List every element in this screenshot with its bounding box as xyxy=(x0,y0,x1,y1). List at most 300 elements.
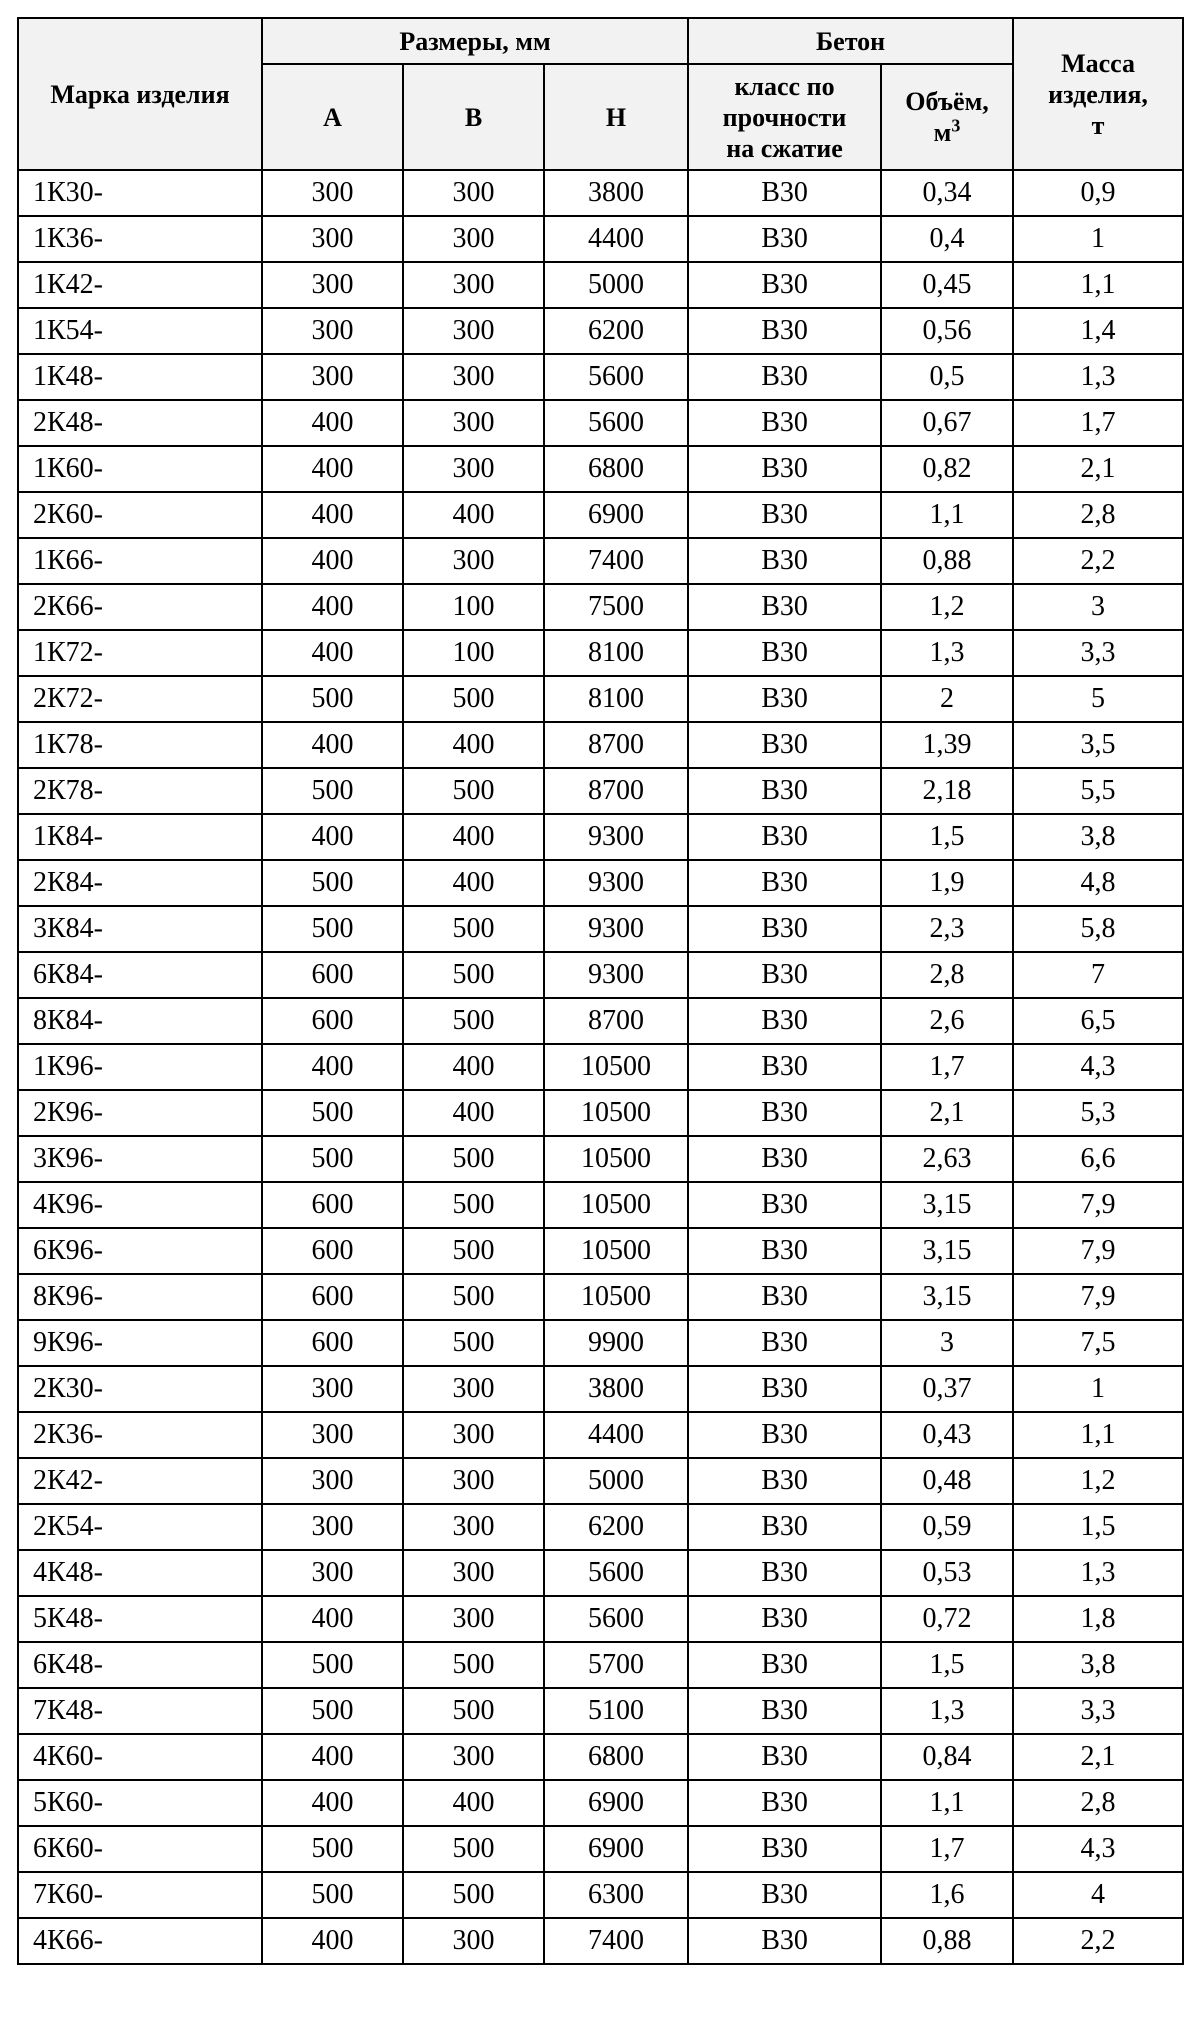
cell-mark: 4К60- xyxy=(18,1734,262,1780)
cell-b: 300 xyxy=(403,1596,544,1642)
table-row xyxy=(18,1780,1183,1826)
cell-b: 300 xyxy=(403,1366,544,1412)
cell-a: 300 xyxy=(262,216,403,262)
cell-strength-class: В30 xyxy=(688,998,881,1044)
cell-volume: 1,6 xyxy=(881,1872,1013,1918)
cell-volume: 1,5 xyxy=(881,1642,1013,1688)
cell-a: 400 xyxy=(262,1596,403,1642)
cell-a: 400 xyxy=(262,1044,403,1090)
header-mark: Марка изделия xyxy=(18,18,262,170)
cell-a: 500 xyxy=(262,1090,403,1136)
cell-a: 500 xyxy=(262,1872,403,1918)
cell-volume: 0,59 xyxy=(881,1504,1013,1550)
cell-mark: 2К72- xyxy=(18,676,262,722)
cell-mark: 1К30- xyxy=(18,170,262,216)
cell-h: 8700 xyxy=(544,998,688,1044)
cell-strength-class: В30 xyxy=(688,1918,881,1964)
cell-strength-class: В30 xyxy=(688,1688,881,1734)
cell-volume: 0,45 xyxy=(881,262,1013,308)
cell-mark: 1К72- xyxy=(18,630,262,676)
cell-volume: 1,9 xyxy=(881,860,1013,906)
header-dimensions: Размеры, мм xyxy=(262,18,688,64)
cell-b: 400 xyxy=(403,860,544,906)
cell-volume: 2,8 xyxy=(881,952,1013,998)
cell-mass: 4,8 xyxy=(1013,860,1183,906)
cell-mass: 6,5 xyxy=(1013,998,1183,1044)
cell-a: 400 xyxy=(262,1918,403,1964)
cell-volume: 0,5 xyxy=(881,354,1013,400)
cell-h: 5600 xyxy=(544,1596,688,1642)
table-row xyxy=(18,814,1183,860)
cell-h: 5000 xyxy=(544,1458,688,1504)
cell-strength-class: В30 xyxy=(688,1872,881,1918)
cell-mark: 2К60- xyxy=(18,492,262,538)
cell-mass: 2,1 xyxy=(1013,1734,1183,1780)
table-row xyxy=(18,1182,1183,1228)
cell-volume: 0,72 xyxy=(881,1596,1013,1642)
cell-a: 400 xyxy=(262,492,403,538)
cell-strength-class: В30 xyxy=(688,1734,881,1780)
cell-mark: 5К48- xyxy=(18,1596,262,1642)
cell-b: 500 xyxy=(403,1642,544,1688)
table-row xyxy=(18,906,1183,952)
cell-mark: 6К96- xyxy=(18,1228,262,1274)
cell-strength-class: В30 xyxy=(688,906,881,952)
cell-mass: 7,9 xyxy=(1013,1182,1183,1228)
cell-mass: 4 xyxy=(1013,1872,1183,1918)
cell-h: 5600 xyxy=(544,1550,688,1596)
cell-mark: 2К48- xyxy=(18,400,262,446)
cell-mark: 3К96- xyxy=(18,1136,262,1182)
cell-volume: 0,37 xyxy=(881,1366,1013,1412)
cell-b: 300 xyxy=(403,1918,544,1964)
cell-h: 6900 xyxy=(544,1780,688,1826)
cell-h: 10500 xyxy=(544,1090,688,1136)
cell-strength-class: В30 xyxy=(688,1320,881,1366)
cell-strength-class: В30 xyxy=(688,676,881,722)
cell-h: 8100 xyxy=(544,676,688,722)
spec-sheet xyxy=(17,17,1182,1965)
cell-mass: 1,3 xyxy=(1013,1550,1183,1596)
cell-a: 500 xyxy=(262,1642,403,1688)
cell-volume: 2,18 xyxy=(881,768,1013,814)
cell-b: 500 xyxy=(403,768,544,814)
cell-a: 300 xyxy=(262,1366,403,1412)
cell-strength-class: В30 xyxy=(688,1228,881,1274)
cell-h: 10500 xyxy=(544,1136,688,1182)
cell-strength-class: В30 xyxy=(688,1412,881,1458)
cell-strength-class: В30 xyxy=(688,722,881,768)
cell-b: 300 xyxy=(403,262,544,308)
table-row xyxy=(18,1228,1183,1274)
cell-mass: 2,1 xyxy=(1013,446,1183,492)
cell-strength-class: В30 xyxy=(688,1550,881,1596)
cell-mark: 6К84- xyxy=(18,952,262,998)
cell-volume: 0,67 xyxy=(881,400,1013,446)
cell-b: 500 xyxy=(403,1182,544,1228)
cell-strength-class: В30 xyxy=(688,308,881,354)
cell-a: 300 xyxy=(262,354,403,400)
cell-h: 10500 xyxy=(544,1228,688,1274)
cell-mass: 7 xyxy=(1013,952,1183,998)
cell-a: 300 xyxy=(262,170,403,216)
cell-h: 5700 xyxy=(544,1642,688,1688)
cell-mass: 7,9 xyxy=(1013,1228,1183,1274)
cell-mass: 1 xyxy=(1013,1366,1183,1412)
cell-h: 3800 xyxy=(544,1366,688,1412)
cell-a: 400 xyxy=(262,814,403,860)
cell-a: 500 xyxy=(262,860,403,906)
cell-mark: 2К78- xyxy=(18,768,262,814)
cell-mass: 3,5 xyxy=(1013,722,1183,768)
cell-a: 300 xyxy=(262,1504,403,1550)
cell-strength-class: В30 xyxy=(688,814,881,860)
cell-h: 9300 xyxy=(544,814,688,860)
cell-a: 300 xyxy=(262,1550,403,1596)
cell-mark: 6К60- xyxy=(18,1826,262,1872)
cell-mass: 2,8 xyxy=(1013,492,1183,538)
cell-a: 400 xyxy=(262,1780,403,1826)
cell-h: 4400 xyxy=(544,1412,688,1458)
cell-volume: 2,1 xyxy=(881,1090,1013,1136)
cell-a: 600 xyxy=(262,998,403,1044)
header-col-b: В xyxy=(403,64,544,170)
cell-volume: 3,15 xyxy=(881,1228,1013,1274)
cell-strength-class: В30 xyxy=(688,584,881,630)
cell-mark: 2К42- xyxy=(18,1458,262,1504)
table-row xyxy=(18,1320,1183,1366)
cell-mass: 1,7 xyxy=(1013,400,1183,446)
cell-h: 5000 xyxy=(544,262,688,308)
cell-mark: 2К36- xyxy=(18,1412,262,1458)
cell-a: 400 xyxy=(262,446,403,492)
cell-h: 5100 xyxy=(544,1688,688,1734)
cell-a: 300 xyxy=(262,1458,403,1504)
table-row xyxy=(18,354,1183,400)
cell-volume: 0,82 xyxy=(881,446,1013,492)
cell-mass: 7,9 xyxy=(1013,1274,1183,1320)
cell-a: 600 xyxy=(262,1320,403,1366)
cell-mark: 1К96- xyxy=(18,1044,262,1090)
cell-mark: 1К36- xyxy=(18,216,262,262)
cell-mass: 3,8 xyxy=(1013,1642,1183,1688)
table-row xyxy=(18,446,1183,492)
cell-b: 400 xyxy=(403,1044,544,1090)
cell-mark: 7К48- xyxy=(18,1688,262,1734)
cell-volume: 0,48 xyxy=(881,1458,1013,1504)
cell-strength-class: В30 xyxy=(688,1090,881,1136)
cell-mark: 8К84- xyxy=(18,998,262,1044)
table-row xyxy=(18,1090,1183,1136)
cell-b: 300 xyxy=(403,216,544,262)
cell-h: 9300 xyxy=(544,860,688,906)
cell-strength-class: В30 xyxy=(688,262,881,308)
cell-h: 9300 xyxy=(544,952,688,998)
table-row xyxy=(18,1688,1183,1734)
cell-a: 400 xyxy=(262,584,403,630)
cell-mark: 5К60- xyxy=(18,1780,262,1826)
table-row xyxy=(18,630,1183,676)
cell-mark: 1К42- xyxy=(18,262,262,308)
table-row xyxy=(18,1826,1183,1872)
cell-strength-class: В30 xyxy=(688,216,881,262)
cell-mass: 1,8 xyxy=(1013,1596,1183,1642)
cell-b: 400 xyxy=(403,1780,544,1826)
cell-volume: 0,53 xyxy=(881,1550,1013,1596)
cell-h: 7400 xyxy=(544,1918,688,1964)
cell-mass: 2,2 xyxy=(1013,538,1183,584)
table-row xyxy=(18,1918,1183,1964)
cell-b: 100 xyxy=(403,584,544,630)
cell-h: 10500 xyxy=(544,1274,688,1320)
cell-b: 400 xyxy=(403,1090,544,1136)
cell-mark: 2К96- xyxy=(18,1090,262,1136)
cell-strength-class: В30 xyxy=(688,1780,881,1826)
cell-volume: 2,63 xyxy=(881,1136,1013,1182)
table-row xyxy=(18,492,1183,538)
cell-h: 6800 xyxy=(544,1734,688,1780)
cell-mark: 1К84- xyxy=(18,814,262,860)
header-volume: Объём, $м^3$ xyxy=(881,64,1013,170)
cell-h: 10500 xyxy=(544,1044,688,1090)
cell-strength-class: В30 xyxy=(688,860,881,906)
cell-strength-class: В30 xyxy=(688,1136,881,1182)
cell-mark: 8К96- xyxy=(18,1274,262,1320)
cell-h: 7400 xyxy=(544,538,688,584)
cell-volume: 0,56 xyxy=(881,308,1013,354)
cell-b: 300 xyxy=(403,538,544,584)
cell-mark: 3К84- xyxy=(18,906,262,952)
cell-b: 500 xyxy=(403,998,544,1044)
cell-strength-class: В30 xyxy=(688,1274,881,1320)
cell-mark: 2К66- xyxy=(18,584,262,630)
table-body xyxy=(18,170,1183,1964)
table-header xyxy=(18,18,1183,170)
table-row xyxy=(18,1734,1183,1780)
cell-volume: 3,15 xyxy=(881,1182,1013,1228)
cell-strength-class: В30 xyxy=(688,446,881,492)
cell-mass: 1,5 xyxy=(1013,1504,1183,1550)
cell-b: 300 xyxy=(403,1550,544,1596)
cell-mass: 1,4 xyxy=(1013,308,1183,354)
cell-a: 300 xyxy=(262,262,403,308)
cell-mark: 1К54- xyxy=(18,308,262,354)
table-row xyxy=(18,262,1183,308)
cell-strength-class: В30 xyxy=(688,400,881,446)
cell-a: 500 xyxy=(262,676,403,722)
cell-volume: 3,15 xyxy=(881,1274,1013,1320)
cell-b: 300 xyxy=(403,170,544,216)
cell-b: 300 xyxy=(403,354,544,400)
cell-a: 500 xyxy=(262,906,403,952)
cell-h: 6900 xyxy=(544,492,688,538)
cell-strength-class: В30 xyxy=(688,1826,881,1872)
table-row xyxy=(18,1366,1183,1412)
cell-mass: 1,3 xyxy=(1013,354,1183,400)
cell-strength-class: В30 xyxy=(688,630,881,676)
cell-mass: 1 xyxy=(1013,216,1183,262)
cell-strength-class: В30 xyxy=(688,1044,881,1090)
cell-b: 300 xyxy=(403,1412,544,1458)
cell-volume: 3 xyxy=(881,1320,1013,1366)
cell-strength-class: В30 xyxy=(688,1596,881,1642)
cell-volume: 2,3 xyxy=(881,906,1013,952)
cell-strength-class: В30 xyxy=(688,492,881,538)
table-row xyxy=(18,768,1183,814)
cell-a: 300 xyxy=(262,308,403,354)
cell-volume: 2,6 xyxy=(881,998,1013,1044)
cell-strength-class: В30 xyxy=(688,170,881,216)
cell-mass: 3,3 xyxy=(1013,630,1183,676)
cell-h: 8700 xyxy=(544,768,688,814)
cell-volume: 2 xyxy=(881,676,1013,722)
cell-mass: 4,3 xyxy=(1013,1826,1183,1872)
cell-mark: 1К78- xyxy=(18,722,262,768)
table-row xyxy=(18,1596,1183,1642)
cell-strength-class: В30 xyxy=(688,768,881,814)
cell-volume: 1,2 xyxy=(881,584,1013,630)
cell-mass: 3,3 xyxy=(1013,1688,1183,1734)
cell-h: 5600 xyxy=(544,400,688,446)
cell-b: 500 xyxy=(403,676,544,722)
cell-b: 400 xyxy=(403,814,544,860)
cell-volume: 0,34 xyxy=(881,170,1013,216)
table-row xyxy=(18,1274,1183,1320)
table-row xyxy=(18,1872,1183,1918)
cell-mass: 5,8 xyxy=(1013,906,1183,952)
cell-mass: 6,6 xyxy=(1013,1136,1183,1182)
cell-mass: 0,9 xyxy=(1013,170,1183,216)
cell-mark: 2К30- xyxy=(18,1366,262,1412)
cell-b: 100 xyxy=(403,630,544,676)
table-row xyxy=(18,1458,1183,1504)
cell-a: 500 xyxy=(262,1688,403,1734)
table-row xyxy=(18,1136,1183,1182)
cell-volume: 1,3 xyxy=(881,1688,1013,1734)
cell-strength-class: В30 xyxy=(688,538,881,584)
cell-h: 3800 xyxy=(544,170,688,216)
cell-b: 500 xyxy=(403,1136,544,1182)
cell-mark: 7К60- xyxy=(18,1872,262,1918)
header-concrete: Бетон xyxy=(688,18,1013,64)
cell-a: 600 xyxy=(262,1274,403,1320)
cell-volume: 0,43 xyxy=(881,1412,1013,1458)
cell-a: 500 xyxy=(262,1826,403,1872)
cell-volume: 0,84 xyxy=(881,1734,1013,1780)
cell-b: 300 xyxy=(403,308,544,354)
cell-mass: 1,1 xyxy=(1013,262,1183,308)
cell-volume: 1,5 xyxy=(881,814,1013,860)
cell-mark: 2К84- xyxy=(18,860,262,906)
cell-mass: 1,2 xyxy=(1013,1458,1183,1504)
cell-mass: 5 xyxy=(1013,676,1183,722)
cell-mass: 1,1 xyxy=(1013,1412,1183,1458)
cell-a: 300 xyxy=(262,1412,403,1458)
cell-mark: 4К48- xyxy=(18,1550,262,1596)
cell-h: 6300 xyxy=(544,1872,688,1918)
table-row xyxy=(18,1044,1183,1090)
cell-strength-class: В30 xyxy=(688,1642,881,1688)
cell-a: 600 xyxy=(262,1182,403,1228)
cell-volume: 1,39 xyxy=(881,722,1013,768)
header-mass: Масса изделия, т xyxy=(1013,18,1183,170)
cell-a: 500 xyxy=(262,768,403,814)
cell-h: 9900 xyxy=(544,1320,688,1366)
cell-b: 500 xyxy=(403,1228,544,1274)
cell-a: 400 xyxy=(262,538,403,584)
cell-h: 6200 xyxy=(544,308,688,354)
cell-a: 400 xyxy=(262,630,403,676)
cell-volume: 1,3 xyxy=(881,630,1013,676)
cell-volume: 0,88 xyxy=(881,538,1013,584)
cell-a: 600 xyxy=(262,952,403,998)
header-col-a: А xyxy=(262,64,403,170)
cell-h: 8100 xyxy=(544,630,688,676)
cell-volume: 1,1 xyxy=(881,492,1013,538)
cell-b: 300 xyxy=(403,400,544,446)
cell-strength-class: В30 xyxy=(688,1366,881,1412)
product-spec-table xyxy=(17,17,1184,1965)
cell-volume: 0,88 xyxy=(881,1918,1013,1964)
cell-b: 300 xyxy=(403,1734,544,1780)
cell-volume: 1,1 xyxy=(881,1780,1013,1826)
cell-b: 500 xyxy=(403,1320,544,1366)
header-strength-class: класс по прочности на сжатие xyxy=(688,64,881,170)
table-row xyxy=(18,722,1183,768)
cell-mark: 1К48- xyxy=(18,354,262,400)
cell-a: 400 xyxy=(262,1734,403,1780)
cell-h: 10500 xyxy=(544,1182,688,1228)
cell-b: 500 xyxy=(403,1872,544,1918)
cell-mark: 4К96- xyxy=(18,1182,262,1228)
cell-mass: 5,5 xyxy=(1013,768,1183,814)
cell-mark: 6К48- xyxy=(18,1642,262,1688)
cell-a: 600 xyxy=(262,1228,403,1274)
table-row xyxy=(18,1504,1183,1550)
cell-h: 9300 xyxy=(544,906,688,952)
cell-mark: 1К60- xyxy=(18,446,262,492)
cell-b: 400 xyxy=(403,492,544,538)
table-row xyxy=(18,998,1183,1044)
cell-b: 500 xyxy=(403,1688,544,1734)
cell-mass: 4,3 xyxy=(1013,1044,1183,1090)
table-row xyxy=(18,216,1183,262)
cell-b: 500 xyxy=(403,1826,544,1872)
table-row xyxy=(18,400,1183,446)
table-row xyxy=(18,1412,1183,1458)
cell-h: 6200 xyxy=(544,1504,688,1550)
cell-b: 500 xyxy=(403,1274,544,1320)
cell-h: 8700 xyxy=(544,722,688,768)
table-row xyxy=(18,1642,1183,1688)
cell-strength-class: В30 xyxy=(688,952,881,998)
cell-h: 7500 xyxy=(544,584,688,630)
cell-b: 300 xyxy=(403,1504,544,1550)
cell-h: 5600 xyxy=(544,354,688,400)
cell-b: 500 xyxy=(403,906,544,952)
cell-a: 500 xyxy=(262,1136,403,1182)
cell-mark: 2К54- xyxy=(18,1504,262,1550)
table-row xyxy=(18,584,1183,630)
table-row xyxy=(18,676,1183,722)
cell-b: 300 xyxy=(403,1458,544,1504)
cell-a: 400 xyxy=(262,722,403,768)
table-row xyxy=(18,860,1183,906)
cell-mark: 1К66- xyxy=(18,538,262,584)
cell-h: 6800 xyxy=(544,446,688,492)
cell-mass: 5,3 xyxy=(1013,1090,1183,1136)
cell-mark: 4К66- xyxy=(18,1918,262,1964)
